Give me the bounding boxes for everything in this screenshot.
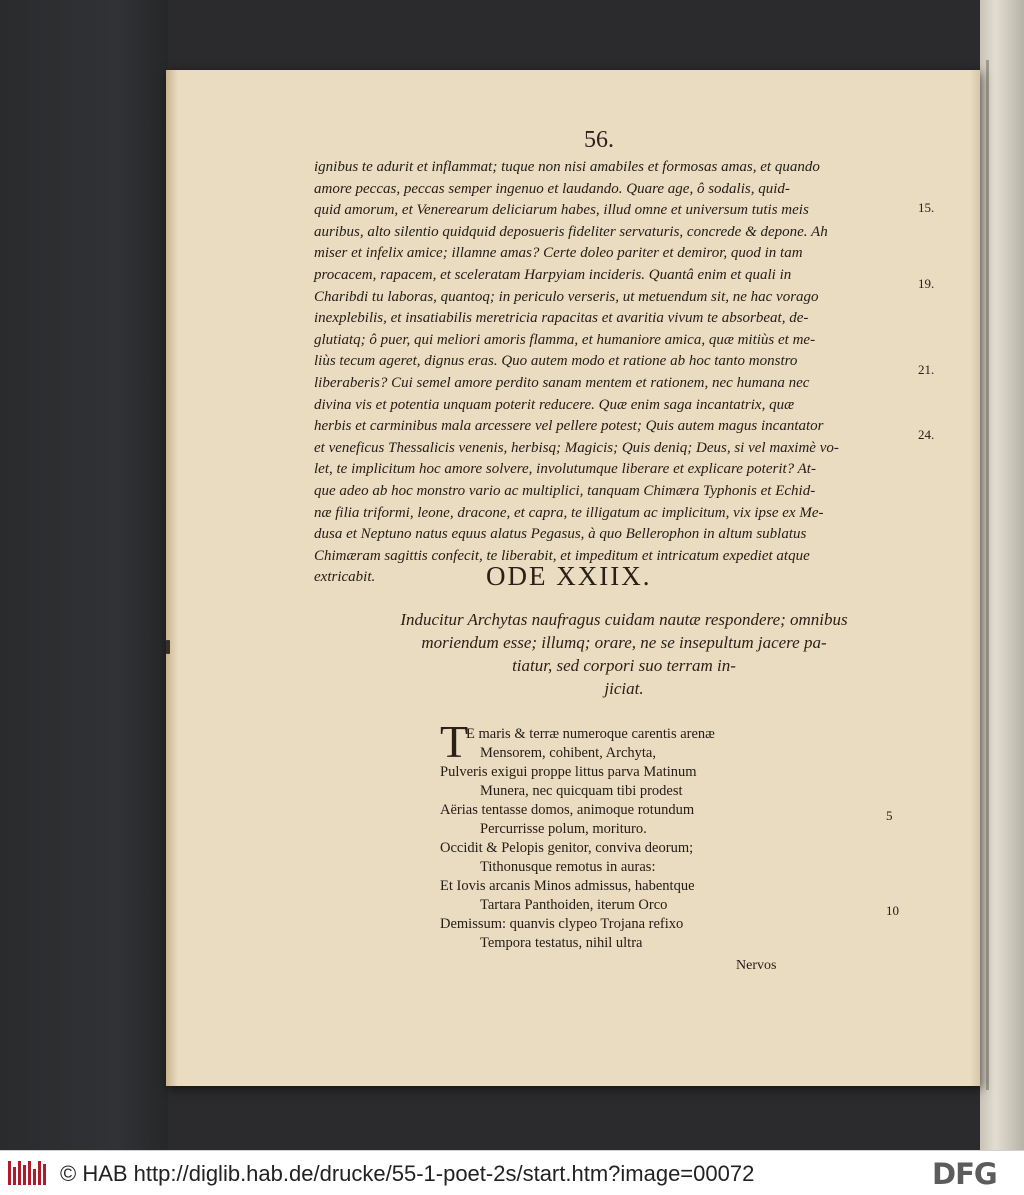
prose-line: liberaberis? Cui semel amore perdito sanam mentem et rationem, nec humana nec	[314, 374, 810, 391]
verse-line: Percurrisse polum, morituro.	[480, 821, 647, 837]
prose-line: ignibus te adurit et inflammat; tuque non nisi amabiles et formosas amas, et quando	[314, 159, 820, 175]
source-permalink[interactable]: © HAB http://diglib.hab.de/drucke/55-1-poet-2s/start.htm?image=00072	[60, 1161, 755, 1186]
argument-line: tiatur, sed corpori suo terram in-	[512, 656, 736, 675]
verse-line: E maris & terræ numeroque carentis arenæ	[466, 726, 715, 742]
verse-line-number: 5	[886, 808, 893, 823]
line-number-margin: 19.	[918, 276, 935, 291]
prose-line: extricabit.	[314, 569, 376, 586]
verse-block	[440, 725, 860, 953]
prose-paragraph	[314, 157, 914, 589]
prose-line: quid amorum, et Venerearum deliciarum habes, illud omne et universum tutis meis	[314, 202, 809, 219]
line-number-margin: 24.	[918, 427, 935, 442]
verse-line: Demissum: quanvis clypeo Trojana refixo	[440, 916, 684, 932]
dfg-logo: DFG	[932, 1157, 997, 1191]
prose-line: miser et infelix amice; illamne amas? Certe doleo pariter et demiror, quod in tam	[314, 245, 803, 262]
verse-line: Tithonusque remotus in auras:	[480, 859, 656, 875]
prose-line: dusa et Neptuno natus equus alatus Pegasus, à quo Bellerophon in altum sublatus	[314, 526, 807, 543]
line-number-margin: 15.	[918, 200, 935, 215]
prose-line: næ filia triformi, leone, dracone, et capra, te illigatum ac implicitum, vix ipse ex Me-	[314, 504, 824, 521]
prose-line: Charibdi tu laboras, quantoq; in periculo verseris, ut metuendum sit, ne hac vorago	[314, 288, 819, 305]
verse-line: Tartara Panthoiden, iterum Orco	[480, 897, 668, 913]
verse-line: Aërias tentasse domos, animoque rotundum	[440, 802, 695, 818]
verse-line-number: 10	[886, 903, 899, 918]
verse-line: Occidit & Pelopis genitor, conviva deorum;	[440, 840, 694, 856]
verse-line: Tempora testatus, nihil ultra	[480, 935, 643, 951]
prose-line: let, te implicitum hoc amore solvere, involutumque liberare et explicare poterit? At-	[314, 461, 816, 478]
verse-line: Munera, nec quicquam tibi prodest	[480, 783, 683, 799]
viewer-footer	[0, 1150, 1024, 1195]
prose-line: divina vis et potentia unquam poterit reducere. Quæ enim saga incantatrix, quæ	[314, 396, 795, 413]
prose-line: inexplebilis, et insatiabilis meretricia rapacitas et avaritia vivum te absorbeat, de-	[314, 310, 809, 327]
scan-background	[0, 0, 168, 1150]
catchword: Nervos	[736, 958, 777, 973]
hab-library-logo-icon	[8, 1161, 48, 1185]
argument-line: moriendum esse; illumq; orare, ne se insepultum jacere pa-	[421, 633, 827, 652]
verse-line: Pulveris exigui proppe littus parva Matinum	[440, 764, 697, 780]
book-page	[166, 70, 980, 1086]
adjacent-page-edge	[980, 0, 1024, 1150]
ode-heading: ODE XXIIX.	[486, 561, 652, 591]
verse-line: Mensorem, cohibent, Archyta,	[480, 745, 656, 761]
prose-line: que adeo ab hoc monstro vario ac multiplici, tanquam Chimæra Typhonis et Echid-	[314, 482, 816, 499]
prose-line: glutiatq; ô puer, qui meliori amoris flamma, et humaniore amica, quæ mitiùs et me-	[314, 331, 816, 348]
prose-line: Chimæram sagittis confecit, te liberabit, et impeditum et intricatum expediet atque	[314, 547, 810, 564]
prose-line: et veneficus Thessalicis venenis, herbisq; Magicis; Quis deniq; Deus, si vel maximè vo-	[314, 439, 839, 456]
ode-argument	[344, 608, 904, 700]
prose-line: procacem, rapacem, et sceleratam Harpyiam incideris. Quantâ enim et quali in	[314, 266, 792, 283]
drop-cap-initial: T	[440, 716, 469, 767]
page-number: 56.	[584, 127, 614, 153]
prose-line: liùs tecum ageret, dignus eras. Quo autem modo et ratione ab hoc tanto monstro	[314, 353, 798, 370]
argument-line: jiciat.	[604, 679, 644, 698]
argument-line: Inducitur Archytas naufragus cuidam nautæ respondere; omnibus	[400, 610, 848, 629]
binding-pin-mark	[166, 640, 170, 654]
prose-line: auribus, alto silentio quidquid deposueris fideliter servaturis, concrede & depone. Ah	[314, 223, 828, 240]
verse-line: Et Iovis arcanis Minos admissus, habentque	[440, 878, 695, 894]
prose-line: herbis et carminibus mala arcessere vel pellere potest; Quis autem magus incantator	[314, 418, 824, 435]
line-number-margin: 21.	[918, 362, 935, 377]
prose-line: amore peccas, peccas semper ingenuo et laudando. Quare age, ô sodalis, quid-	[314, 180, 790, 197]
